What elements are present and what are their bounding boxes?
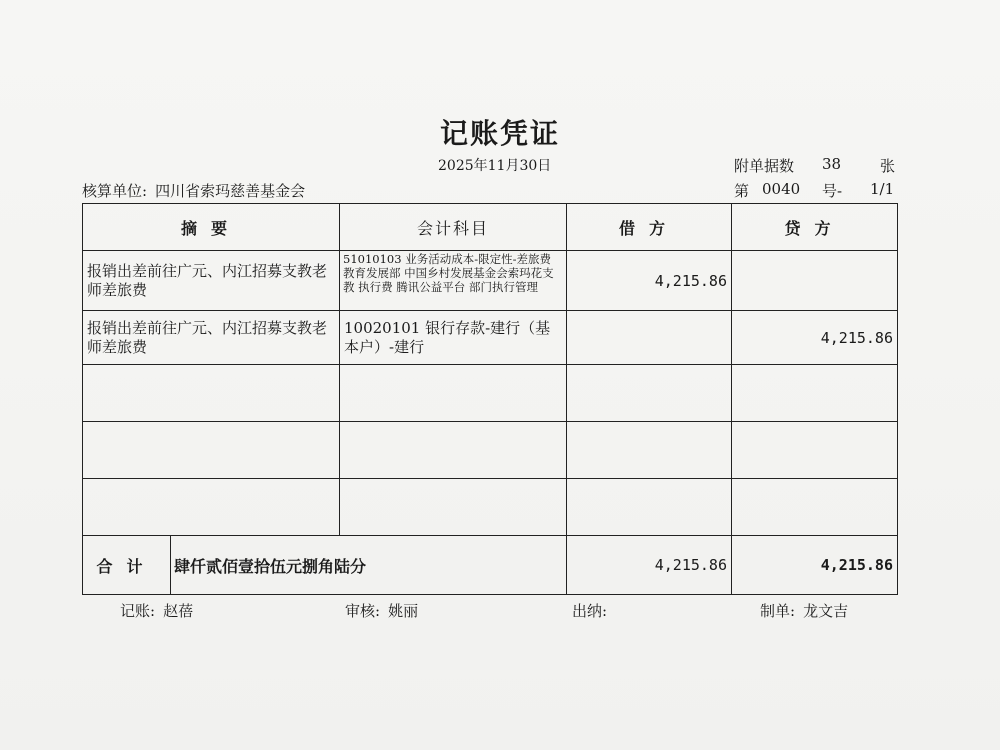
row-credit: 4,215.86 xyxy=(732,311,898,365)
attachment-label: 附单据数 xyxy=(734,157,795,175)
table-row-empty xyxy=(83,365,898,422)
total-debit: 4,215.86 xyxy=(567,536,732,595)
attachment-unit: 张 xyxy=(880,157,896,175)
cashier-label: 出纳: xyxy=(572,602,608,620)
row-credit xyxy=(732,251,898,311)
attachment-number: 38 xyxy=(822,155,842,173)
row-account: 51010103 业务活动成本-限定性-差旅费 教育发展部 中国乡村发展基金会索玛花支教 执行费 腾讯公益平台 部门执行管理 xyxy=(340,251,567,311)
voucher-number-prefix: 第 xyxy=(734,182,750,200)
voucher-maker xyxy=(760,600,848,621)
total-amount-words: 肆仟贰佰壹拾伍元捌角陆分 xyxy=(174,556,367,576)
table-row-empty xyxy=(83,422,898,479)
row-account: 10020101 银行存款-建行（基本户）-建行 xyxy=(340,311,567,365)
header-debit: 借方 xyxy=(567,204,732,251)
row-debit xyxy=(567,311,732,365)
reviewer-label: 审核: xyxy=(345,602,381,620)
header-account: 会计科目 xyxy=(340,204,567,251)
accounting-unit xyxy=(82,180,305,201)
table-row-empty xyxy=(83,479,898,536)
voucher-table xyxy=(82,203,898,595)
table-header-row xyxy=(83,204,898,251)
header-credit: 贷方 xyxy=(732,204,898,251)
maker-label: 制单: xyxy=(760,602,796,620)
header-summary: 摘要 xyxy=(83,204,340,251)
voucher-number-value: 0040 xyxy=(762,180,801,198)
cashier xyxy=(572,600,615,621)
accounting-unit-name: 四川省索玛慈善基金会 xyxy=(155,182,306,200)
row-debit: 4,215.86 xyxy=(567,251,732,311)
row-summary: 报销出差前往广元、内江招募支教老师差旅费 xyxy=(83,311,340,365)
voucher-page: 1/1 xyxy=(870,180,895,198)
maker-name: 龙文吉 xyxy=(803,602,849,620)
bookkeeper-name: 赵蓓 xyxy=(163,602,194,620)
table-row xyxy=(83,311,898,365)
total-row xyxy=(83,536,898,595)
row-summary: 报销出差前往广元、内江招募支教老师差旅费 xyxy=(83,251,340,311)
table-row xyxy=(83,251,898,311)
reviewer xyxy=(345,600,418,621)
voucher-number-suffix: 号- xyxy=(822,182,843,200)
bookkeeper xyxy=(120,600,193,621)
total-label: 合计 xyxy=(83,536,171,594)
bookkeeper-label: 记账: xyxy=(120,602,156,620)
reviewer-name: 姚丽 xyxy=(388,602,419,620)
voucher-title: 记账凭证 xyxy=(439,117,560,150)
voucher-date: 2025年11月30日 xyxy=(438,158,552,174)
accounting-unit-label: 核算单位: xyxy=(82,182,148,200)
total-credit: 4,215.86 xyxy=(732,536,898,595)
